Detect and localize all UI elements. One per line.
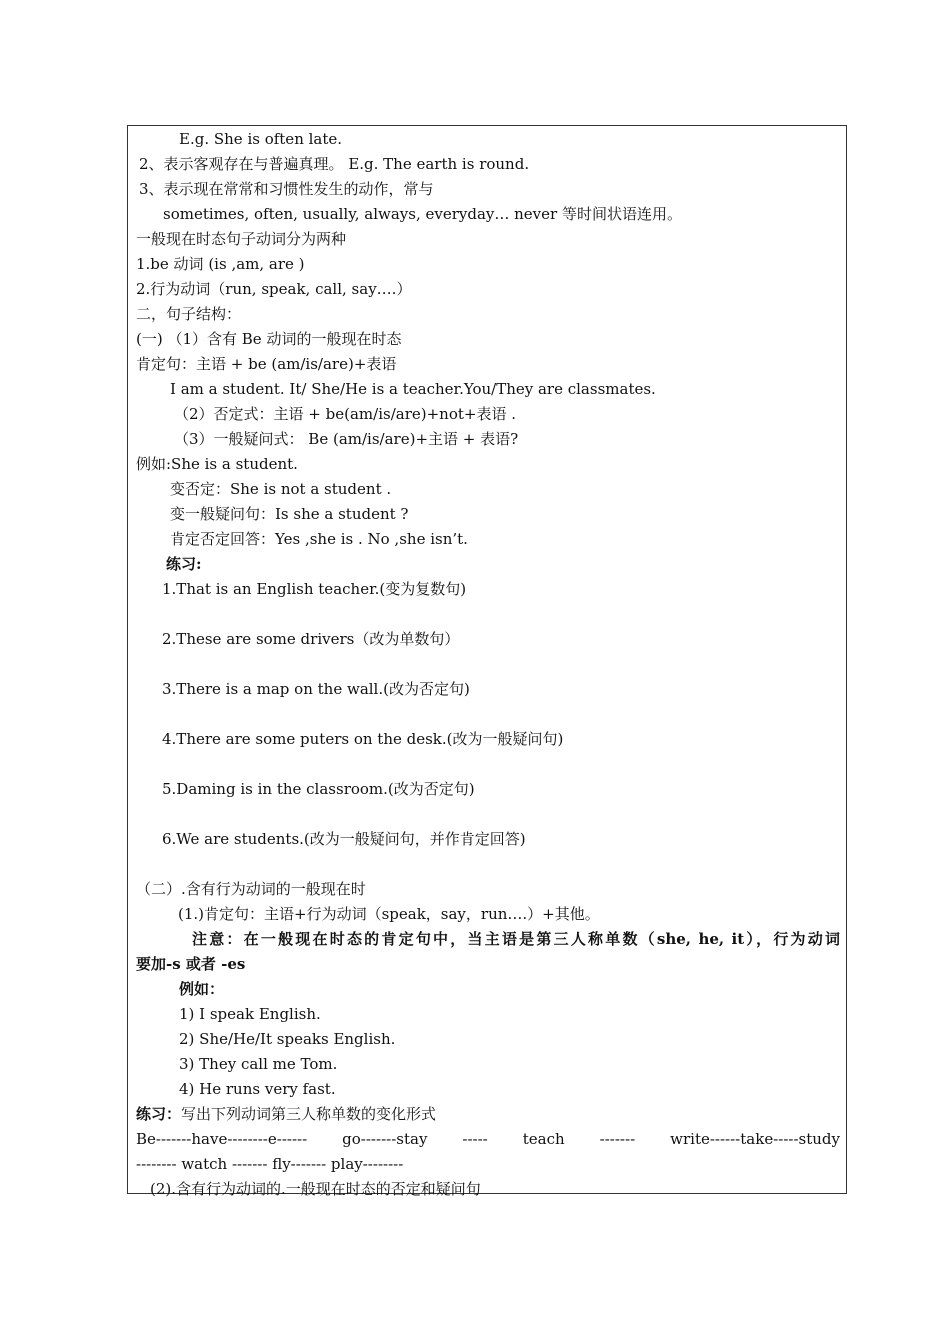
text-line: 例如:She is a student. [136, 455, 298, 473]
text-line: 2.行为动词（run, speak, call, say….） [136, 280, 412, 298]
text-line: 一般现在时态句子动词分为两种 [136, 230, 347, 248]
content-box [127, 125, 847, 1198]
example-line: 1) I speak English. [179, 1005, 321, 1023]
text-line: 3、表示现在常常和习惯性发生的动作，常与 [139, 180, 434, 198]
text-line: (一) （1）含有 Be 动词的一般现在时态 [136, 330, 402, 348]
verb-list: -------- watch ------- fly------- play-------- [136, 1155, 404, 1173]
section-heading: (2).含有行为动词的.一般现在时态的否定和疑问句 [150, 1180, 481, 1198]
text-line: 变否定：She is not a student . [170, 480, 392, 498]
example-line: I am a student. It/ She/He is a teacher.You/They are classmates. [170, 380, 656, 398]
text-line: E.g. She is often late. [179, 130, 343, 148]
practice-text: 写出下列动词第三人称单数的变化形式 [181, 1105, 437, 1123]
text-line: sometimes, often, usually, always, everyday… never 等时间状语连用。 [163, 205, 682, 223]
example-line: 3) They call me Tom. [179, 1055, 338, 1073]
note-line: 注意：在一般现在时态的肯定句中，当主语是第三人称单数（she, he, it），行为动词 [192, 930, 840, 948]
text-line: (1.)肯定句：主语+行为动词（speak，say，run….）+其他。 [178, 905, 600, 923]
exercise-item: 1.That is an English teacher.(变为复数句) [162, 580, 467, 598]
practice-line [136, 1104, 436, 1124]
text-line: 肯定否定回答：Yes ,she is . No ,she isn’t. [170, 530, 468, 548]
text-line: 1.be 动词 (is ,am, are ) [136, 255, 305, 273]
text-line: 变一般疑问句：Is she a student ? [170, 505, 409, 523]
exercise-item: 6.We are students.(改为一般疑问句，并作肯定回答) [162, 830, 526, 848]
text-line: 2、表示客观存在与普遍真理。 E.g. The earth is round. [139, 155, 530, 173]
example-line: 2) She/He/It speaks English. [179, 1030, 396, 1048]
practice-label: 练习： [136, 1105, 182, 1123]
text-line: （2）否定式：主语 + be(am/is/are)+not+表语 . [174, 405, 516, 423]
exercise-item: 2.These are some drivers（改为单数句） [162, 630, 460, 648]
exercise-item: 5.Daming is in the classroom.(改为否定句) [162, 780, 475, 798]
exercise-item: 4.There are some puters on the desk.(改为一般疑问句) [162, 730, 564, 748]
exercise-item: 3.There is a map on the wall.(改为否定句) [162, 680, 470, 698]
section-heading: 二，句子结构： [136, 305, 242, 323]
example-heading: 例如： [179, 980, 225, 998]
text-line: 肯定句：主语 + be (am/is/are)+表语 [136, 355, 397, 373]
verb-list: Be-------have--------e------ go-------stay ----- teach ------- write------take-----study [136, 1130, 840, 1148]
practice-heading: 练习: [166, 555, 202, 573]
section-heading: （二）.含有行为动词的一般现在时 [136, 880, 366, 898]
text-line: （3）一般疑问式： Be (am/is/are)+主语 + 表语? [174, 430, 519, 448]
example-line: 4) He runs very fast. [179, 1080, 336, 1098]
note-line: 要加-s 或者 -es [136, 955, 246, 973]
